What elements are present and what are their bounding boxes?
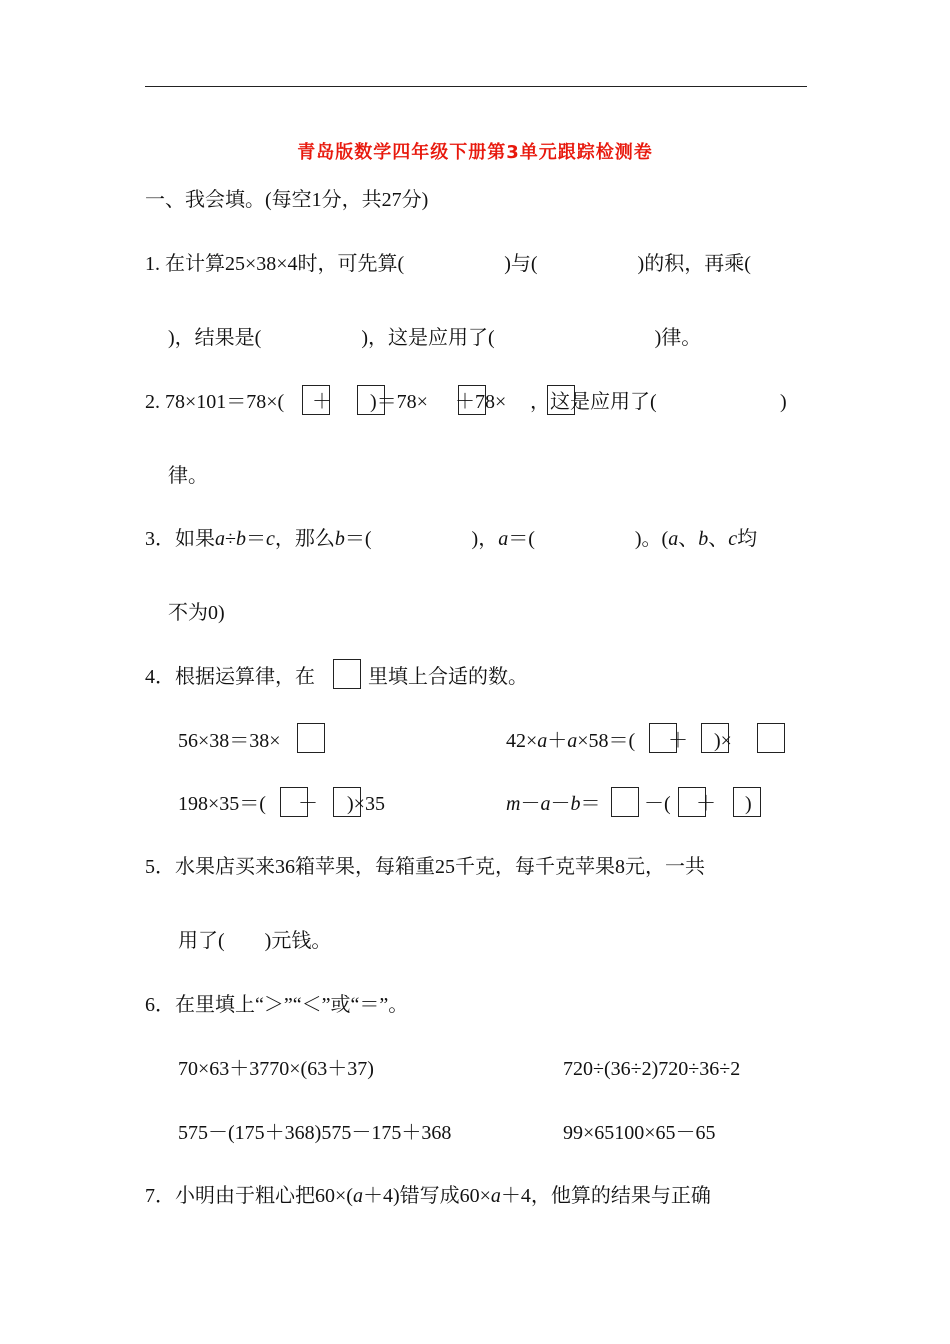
q4-eq3-minus: － bbox=[298, 793, 318, 815]
q7-line1 bbox=[145, 1182, 711, 1210]
q2-text-4: ，这是应用了( bbox=[530, 391, 657, 413]
q6-expr-3: 575－(175＋368)575－175＋368 bbox=[178, 1122, 452, 1144]
q4-eq4-text: －( bbox=[644, 793, 671, 815]
q4-text: － bbox=[550, 793, 571, 815]
q6-expr-1: 70×63＋3770×(63＋37) bbox=[178, 1058, 374, 1080]
q7-text: ＋4，他算的结果与正确 bbox=[500, 1185, 711, 1207]
var-b: b bbox=[698, 528, 709, 550]
q2-text-5: ) bbox=[780, 391, 787, 413]
q2-line1 bbox=[145, 388, 284, 416]
header-rule bbox=[145, 86, 807, 87]
q4-eq1: 56×38＝38× bbox=[178, 730, 281, 752]
q5-line2: 用了( )元钱。 bbox=[178, 930, 332, 952]
q4-eq2-plus: ＋ bbox=[668, 730, 688, 752]
var-a: a bbox=[498, 528, 509, 550]
q2-plus-1: ＋ bbox=[312, 391, 332, 413]
q3-text: 3．如果 bbox=[145, 528, 215, 550]
q3-text: 、 bbox=[678, 528, 699, 550]
q4-text: ×58＝( bbox=[577, 730, 636, 752]
var-a: a bbox=[540, 793, 551, 815]
var-a: a bbox=[567, 730, 578, 752]
q4-eq4-close: ) bbox=[745, 793, 752, 815]
var-a: a bbox=[668, 528, 679, 550]
q2-line2: 律。 bbox=[168, 465, 208, 487]
q4-text: － bbox=[520, 793, 541, 815]
q3-text: 、 bbox=[708, 528, 729, 550]
q3-line1 bbox=[145, 525, 757, 553]
var-a: a bbox=[490, 1185, 501, 1207]
var-a: a bbox=[352, 1185, 363, 1207]
q4-text: ＝ bbox=[580, 793, 601, 815]
q4-eq1-box[interactable] bbox=[297, 723, 325, 753]
var-m: m bbox=[506, 793, 521, 815]
page-title: 青岛版数学四年级下册第3单元跟踪检测卷 bbox=[297, 142, 653, 163]
q4-eq2-box-3[interactable] bbox=[757, 723, 785, 753]
q3-text: ，那么 bbox=[274, 528, 335, 550]
q3-text: ＝( )。( bbox=[508, 528, 669, 550]
var-b: b bbox=[235, 528, 246, 550]
var-a: a bbox=[215, 528, 225, 550]
q3-text: 均 bbox=[737, 528, 758, 550]
var-b: b bbox=[334, 528, 345, 550]
q5-line1: 5．水果店买来36箱苹果，每箱重25千克，每千克苹果8元，一共 bbox=[145, 856, 705, 878]
q4-eq4-box-1[interactable] bbox=[611, 787, 639, 817]
q1-line2: )，结果是( )，这是应用了( )律。 bbox=[168, 327, 702, 349]
q2-text-3: ＋78× bbox=[455, 391, 507, 413]
q2-text-2: )＝78× bbox=[370, 391, 428, 413]
q6-expr-2: 720÷(36÷2)720÷36÷2 bbox=[563, 1058, 741, 1080]
q3-line2: 不为0) bbox=[168, 602, 225, 624]
var-b: b bbox=[570, 793, 581, 815]
q1-line1: 1. 在计算25×38×4时，可先算( )与( )的积，再乘( bbox=[145, 253, 751, 275]
section-heading: 一、我会填。(每空1分，共27分) bbox=[145, 189, 429, 211]
var-c: c bbox=[265, 528, 275, 550]
q6-expr-4: 99×65100×65－65 bbox=[563, 1122, 716, 1144]
q4-text-1: 4．根据运算律，在 bbox=[145, 666, 315, 688]
q4-example-box bbox=[333, 659, 361, 689]
q4-text-2: 里填上合适的数。 bbox=[368, 666, 528, 688]
q4-text: 42× bbox=[506, 730, 538, 752]
q6-heading: 6．在里填上“＞”“＜”或“＝”。 bbox=[145, 994, 409, 1016]
q4-eq2-text: )× bbox=[714, 730, 732, 752]
q4-text: ＋ bbox=[547, 730, 568, 752]
q4-eq4-plus: ＋ bbox=[696, 793, 716, 815]
q7-text: ＋4)错写成60× bbox=[362, 1185, 491, 1207]
q4-eq4 bbox=[506, 790, 600, 818]
q4-eq3-text: )×35 bbox=[347, 793, 385, 815]
q7-text: 7．小明由于粗心把60×( bbox=[145, 1185, 353, 1207]
q4-eq3: 198×35＝( bbox=[178, 793, 266, 815]
q3-text: ＝ bbox=[245, 528, 266, 550]
var-a: a bbox=[537, 730, 548, 752]
var-c: c bbox=[728, 528, 738, 550]
q4-eq2 bbox=[506, 727, 635, 755]
q2-text-1: 2. 78×101＝78×( bbox=[145, 391, 285, 413]
q3-text: ÷ bbox=[225, 528, 236, 550]
q3-text: ＝( )， bbox=[344, 528, 499, 550]
